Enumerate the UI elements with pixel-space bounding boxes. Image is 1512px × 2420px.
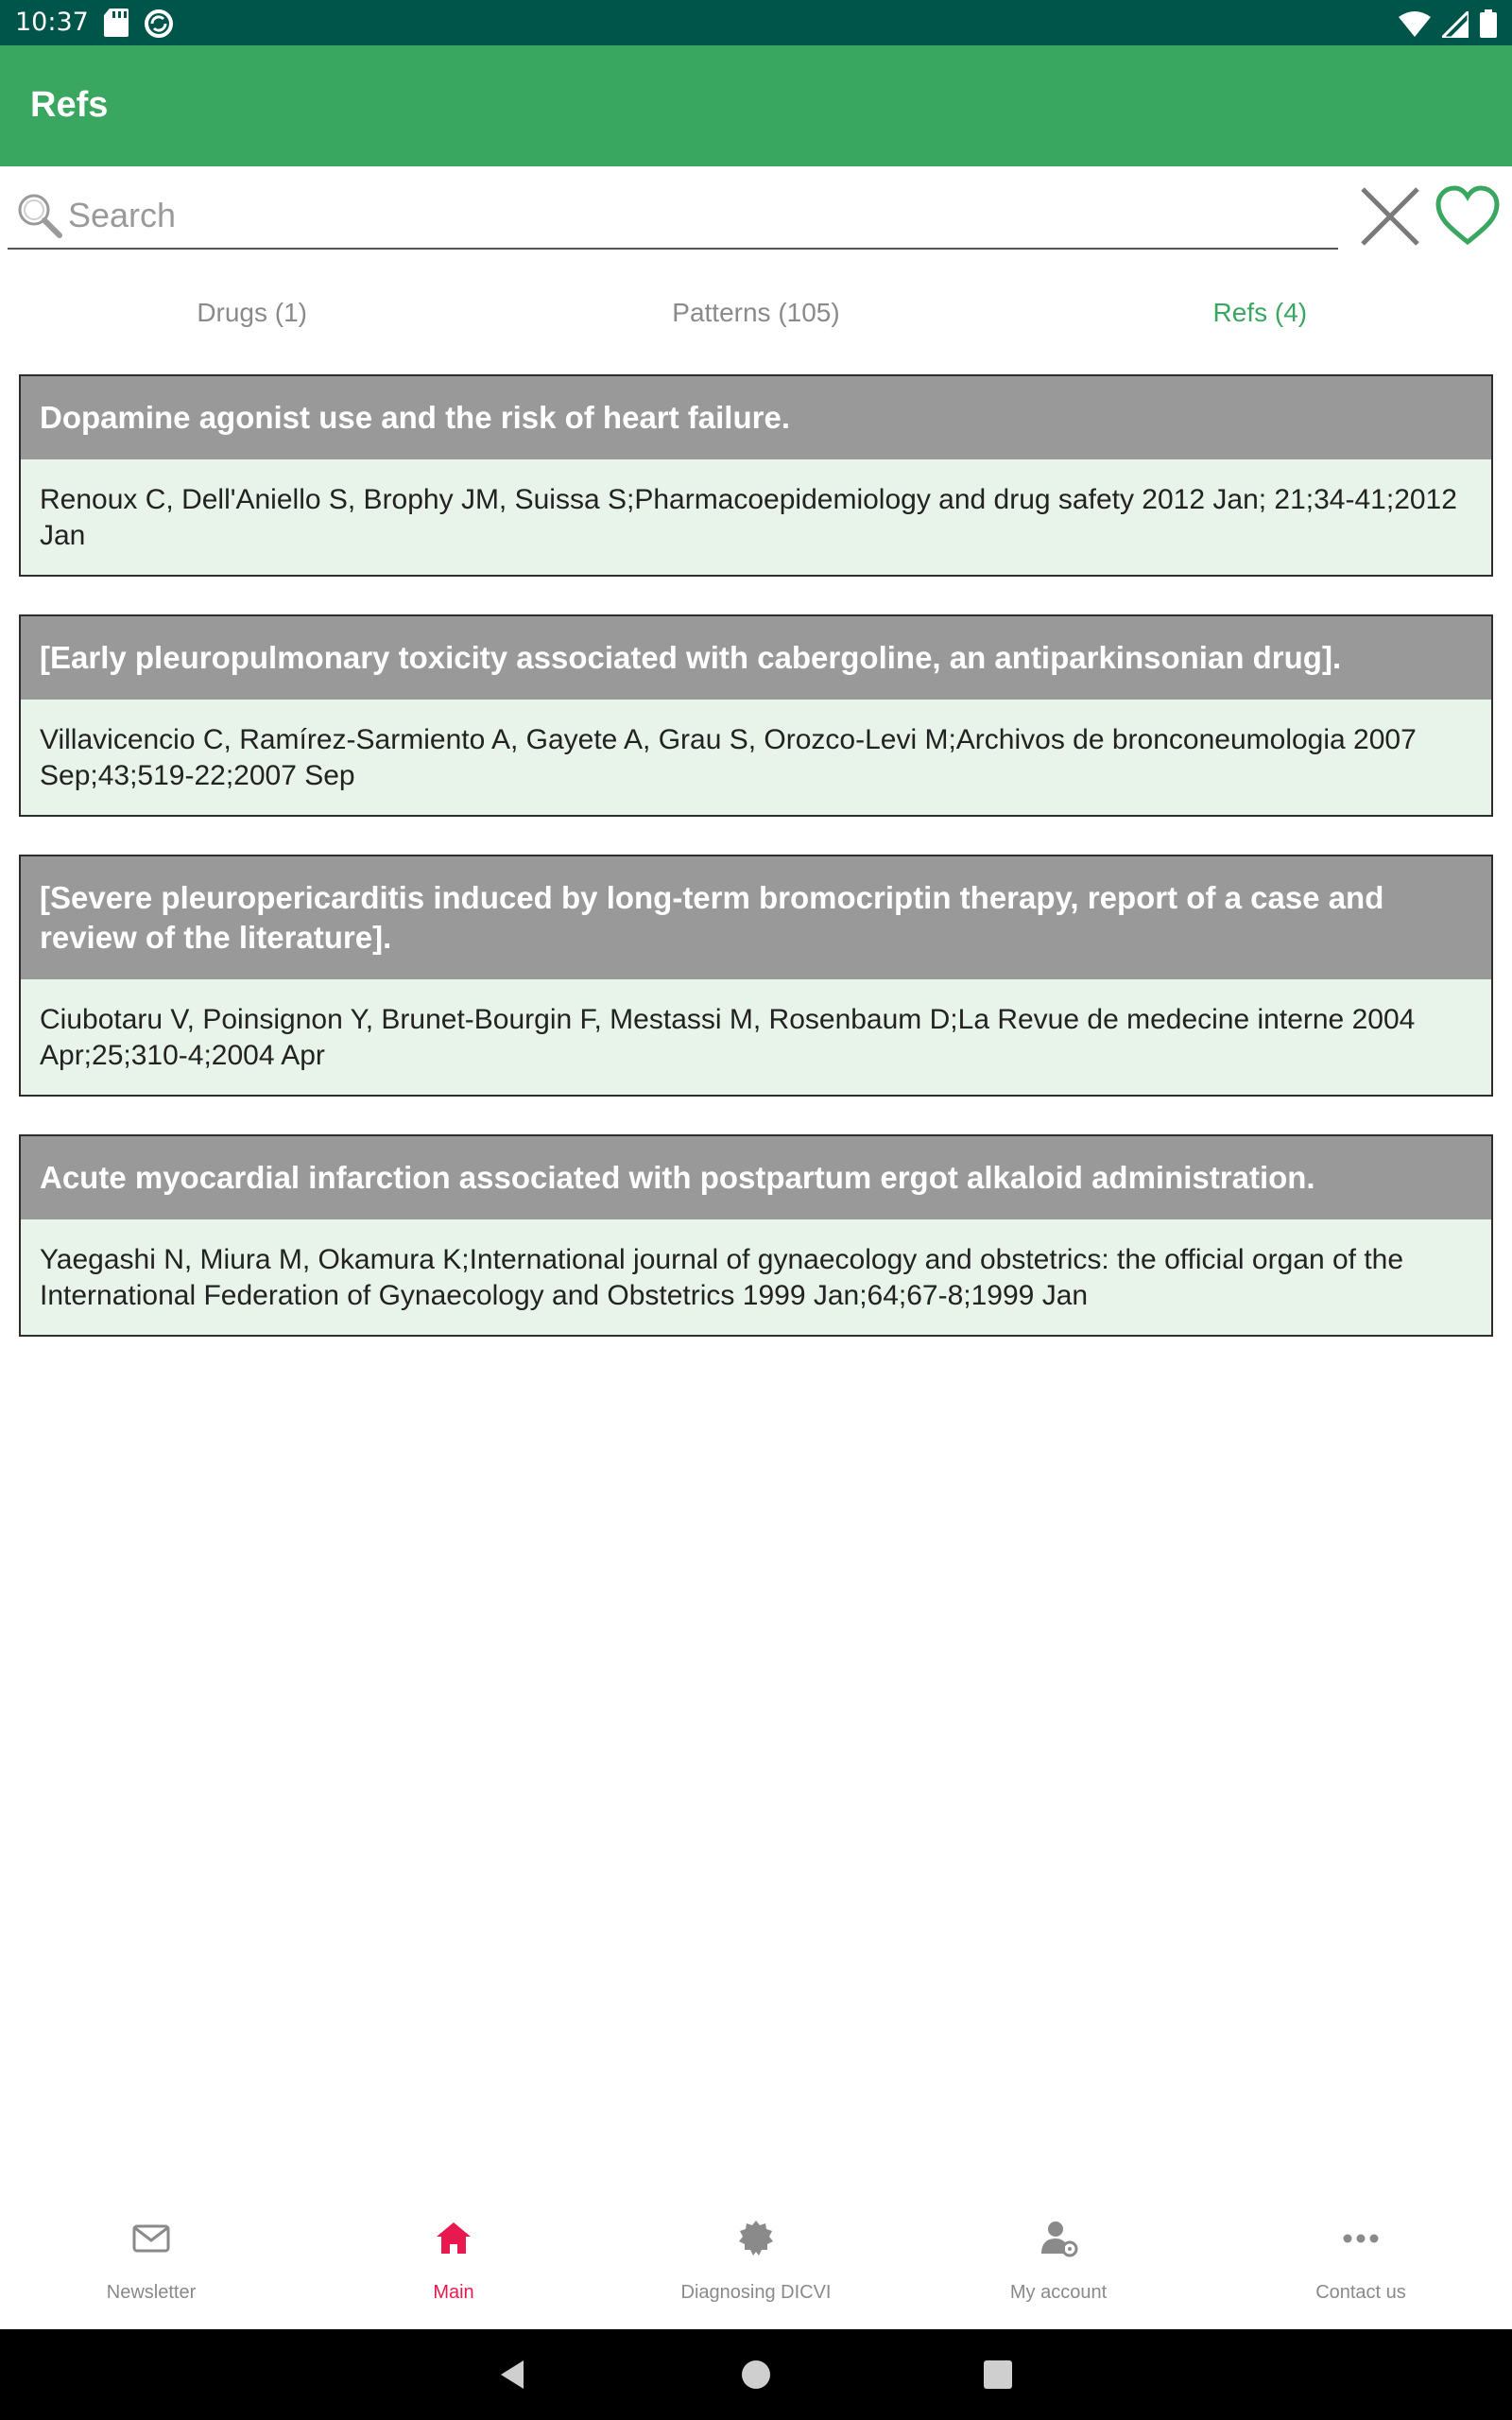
reference-title: [Early pleuropulmonary toxicity associated with cabergoline, an antiparkinsonian drug]. — [21, 616, 1491, 700]
reference-card[interactable] — [19, 614, 1493, 817]
reference-citation: Villavicencio C, Ramírez-Sarmiento A, Gayete A, Grau S, Orozco-Levi M;Archivos de bronconeumologia 2007 Sep;43;519-22;2007 Sep — [40, 724, 1417, 791]
reference-card[interactable] — [19, 855, 1493, 1097]
nav-label: My account — [1009, 2282, 1108, 2303]
signal-icon — [1442, 11, 1469, 38]
reference-card[interactable] — [19, 1134, 1493, 1337]
tab-refs[interactable]: Refs (4) — [1212, 298, 1308, 327]
reference-citation: Renoux C, Dell'Aniello S, Brophy JM, Suissa S;Pharmacoepidemiology and drug safety 2012 Jan; 21;34-41;2012 Jan — [40, 484, 1457, 551]
reference-title: Acute myocardial infarction associated with postpartum ergot alkaloid administration. — [21, 1136, 1491, 1219]
nav-contact-us[interactable] — [1210, 2193, 1512, 2329]
favorite-button[interactable] — [1433, 182, 1503, 251]
reference-title: [Severe pleuropericarditis induced by long-term bromocriptin therapy, report of a case and review of the literature]. — [21, 856, 1491, 979]
search-box — [8, 185, 1338, 250]
recents-icon[interactable] — [979, 2356, 1017, 2394]
search-row — [0, 166, 1512, 261]
sd-card-icon — [104, 9, 129, 37]
more-dots-icon — [1340, 2218, 1382, 2259]
app-bar — [0, 45, 1512, 166]
tab-bar — [0, 280, 1512, 346]
badge-icon — [735, 2218, 777, 2259]
sync-icon — [144, 9, 174, 39]
reference-citation: Ciubotaru V, Poinsignon Y, Brunet-Bourgin F, Mestassi M, Rosenbaum D;La Revue de medecine interne 2004 Apr;25;310-4;2004 Apr — [40, 1004, 1416, 1071]
home-icon — [433, 2218, 474, 2259]
wifi-icon — [1399, 11, 1431, 38]
nav-label: Newsletter — [106, 2282, 197, 2303]
account-settings-icon — [1038, 2218, 1079, 2259]
search-icon — [15, 191, 64, 240]
close-icon — [1357, 183, 1423, 250]
battery-icon — [1480, 9, 1497, 38]
reference-citation: Yaegashi N, Miura M, Okamura K;International journal of gynaecology and obstetrics: the official organ of the International Federation of Gynaecology and Obstetrics 1999 Jan;64;67-8;1999 Jan — [40, 1244, 1404, 1311]
search-input[interactable] — [68, 189, 1325, 242]
nav-label: Diagnosing DICVI — [680, 2282, 832, 2303]
mail-icon — [130, 2218, 172, 2259]
status-bar — [0, 0, 1512, 45]
tab-drugs[interactable]: Drugs (1) — [197, 298, 308, 327]
clear-search-button[interactable] — [1357, 183, 1423, 250]
bottom-navigation — [0, 2193, 1512, 2329]
nav-label: Contact us — [1315, 2282, 1406, 2303]
reference-card[interactable] — [19, 374, 1493, 577]
system-navigation-bar — [0, 2329, 1512, 2420]
nav-my-account[interactable] — [907, 2193, 1210, 2329]
nav-main[interactable] — [302, 2193, 605, 2329]
tab-patterns[interactable]: Patterns (105) — [672, 298, 840, 327]
home-circle-icon[interactable] — [737, 2356, 775, 2394]
reference-list — [19, 374, 1493, 1374]
status-time: 10:37 — [15, 8, 89, 37]
heart-outline-icon — [1433, 182, 1503, 251]
page-title: Refs — [30, 85, 109, 125]
nav-diagnosing[interactable] — [605, 2193, 907, 2329]
nav-label: Main — [433, 2282, 474, 2303]
reference-title: Dopamine agonist use and the risk of heart failure. — [21, 376, 1491, 459]
nav-newsletter[interactable] — [0, 2193, 302, 2329]
back-icon[interactable] — [493, 2356, 531, 2394]
